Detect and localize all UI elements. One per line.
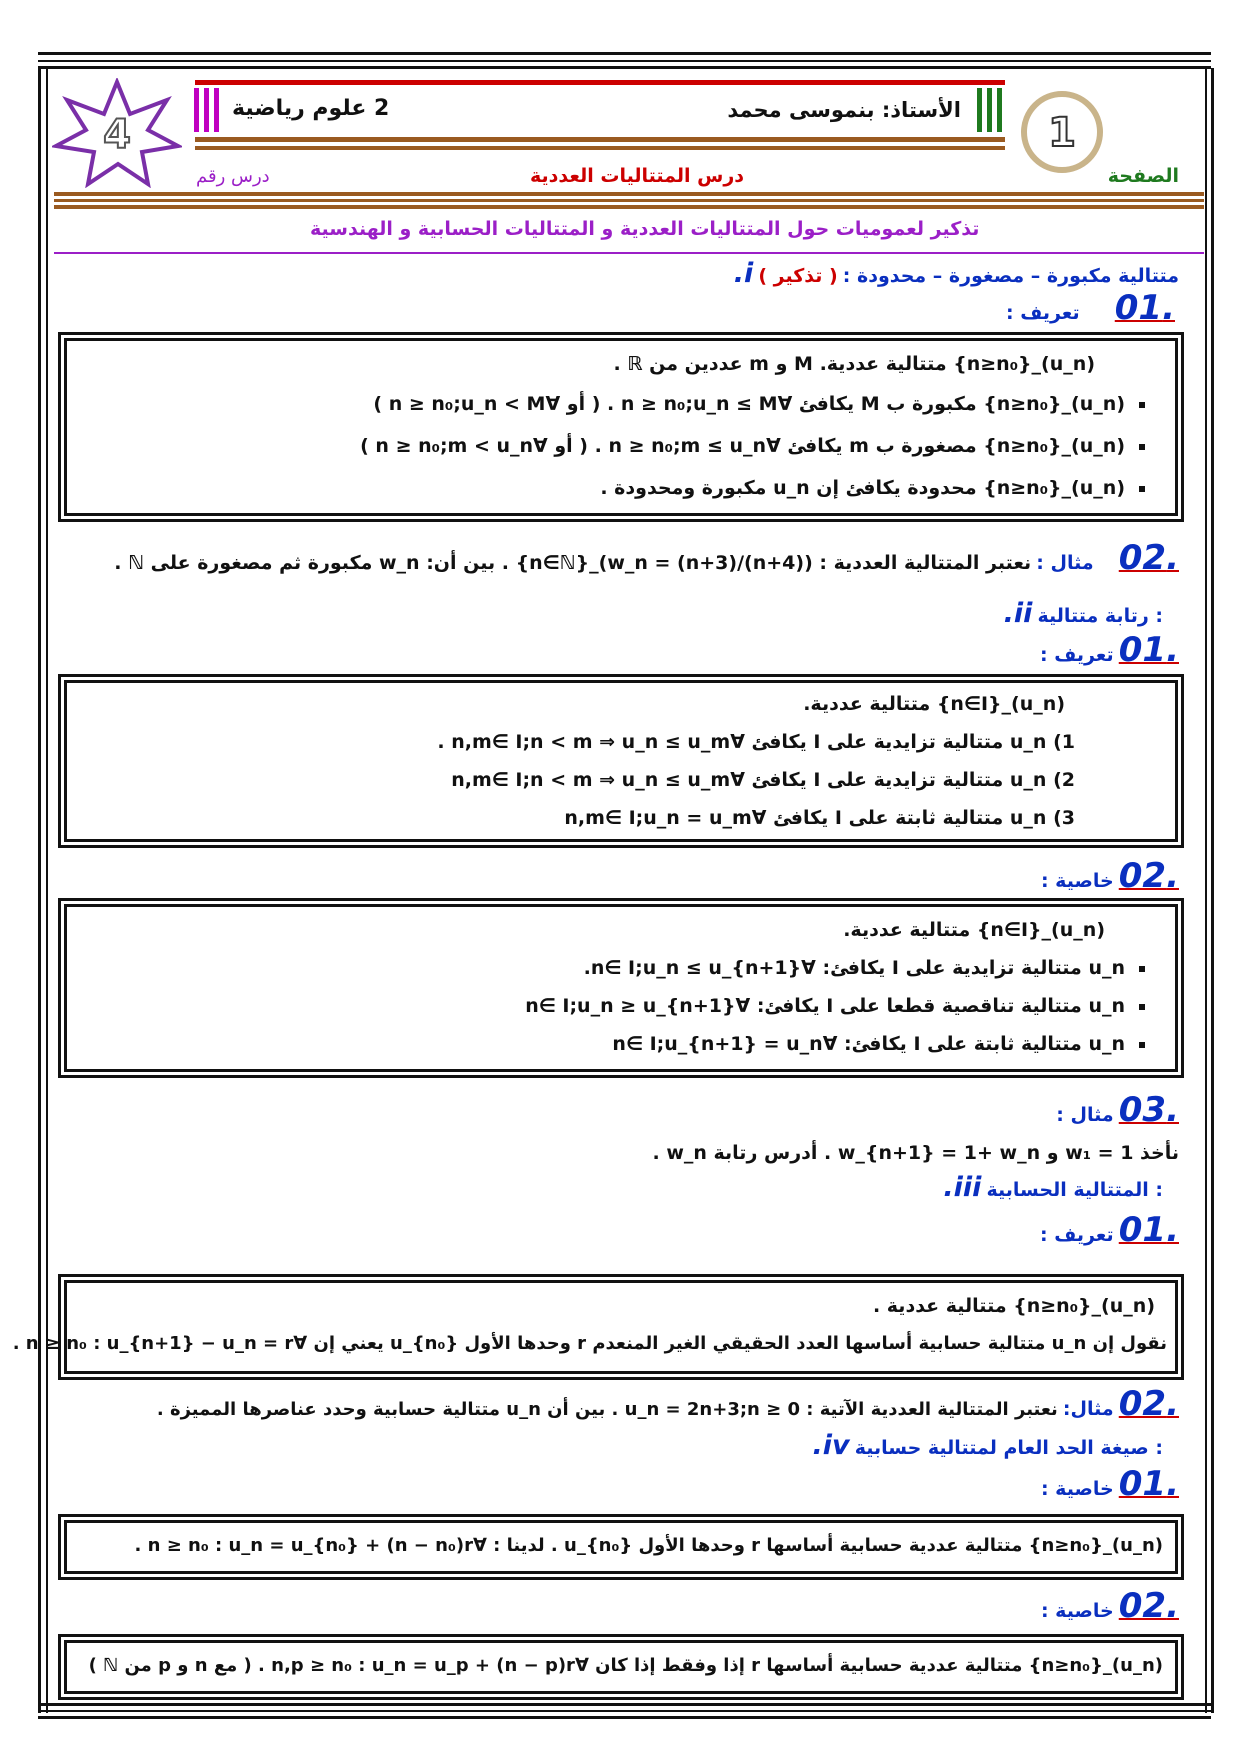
lesson-title: درس المتتاليات العددية [530, 165, 745, 187]
section-i-numeral: .i [733, 258, 754, 289]
section-label: خاصية : [1040, 1600, 1114, 1622]
section-label: خاصية : [1040, 870, 1114, 892]
box6-line-1: (u_n)_{n≥n₀} متتالية عددية حسابية أساسها r إذا وفقط إذا كان ∀n,p ≥ n₀ : u_n = u_p + (n − p)r . ( مع n و p من ℕ ) [88, 1655, 1163, 1676]
section-i-header [734, 258, 1179, 289]
section-iv-header [812, 1430, 1179, 1461]
section-label: خاصية : [1040, 1478, 1114, 1500]
svg-text:4: 4 [103, 112, 131, 158]
section-number: .02 [1118, 538, 1179, 578]
example-1-text: نعتبر المتتالية العددية : (w_n = (n+3)/(n+4))_{n∈ℕ} . بين أن: w_n مكبورة ثم مصغورة على ℕ . [114, 552, 1032, 574]
property-box-3 [64, 1640, 1178, 1694]
section-ii-definition-heading [1040, 630, 1179, 670]
box2-line-3: 2) u_n متتالية تزايدية على I يكافئ ∀n,m∈ I;n < m ⇒ u_n ≤ u_m [451, 769, 1075, 791]
section-iii-numeral: .iii [943, 1172, 982, 1203]
left-border-2 [46, 68, 48, 1713]
section-number: .02 [1118, 856, 1179, 896]
section-number: .01 [1114, 288, 1175, 328]
definition-box-2 [64, 680, 1178, 842]
property-box-2 [64, 1520, 1178, 1574]
header-brown-line-1 [195, 137, 1005, 142]
section-label: مثال : [1036, 552, 1094, 574]
box5-line-1: (u_n)_{n≥n₀} متتالية عددية حسابية أساسها r وحدها الأول u_{n₀} . لدينا : ∀n ≥ n₀ : u_n = u_{n₀} + (n − n₀)r . [134, 1535, 1163, 1556]
example-1-heading [114, 538, 1179, 578]
right-border-2 [1211, 68, 1214, 1713]
top-rule-2 [38, 60, 1211, 62]
section-ii-numeral: .ii [1003, 598, 1033, 629]
box3-line-1: (u_n)_{n∈I} متتالية عددية. [843, 919, 1105, 941]
section-label: تعريف : [1006, 302, 1080, 324]
lesson-label: درس رقم [196, 166, 270, 187]
section-i-note: ( تذكير ) [758, 265, 838, 287]
example-3-text: نعتبر المتتالية العددية الآتية : u_n = 2n+3;n ≥ 0 . بين أن u_n متتالية حسابية وحدد عناصرها المميزة . [156, 1399, 1058, 1420]
section-iv-title: صيغة الحد العام لمتتالية حسابية : [854, 1437, 1163, 1459]
section-number: .02 [1118, 1586, 1179, 1626]
green-stripes [977, 88, 1005, 132]
top-rule-3 [38, 66, 1211, 69]
purple-stripes [194, 88, 222, 132]
page-label: الصفحة [1107, 165, 1179, 187]
left-border [38, 68, 41, 1713]
document-subtitle: تذكير لعموميات حول المتتاليات العددية و المتتاليات الحسابية و الهندسية [310, 218, 980, 240]
example-2-text: نأخذ w₁ = 1 و w_{n+1} = 1+ w_n . أدرس رتابة w_n . [652, 1142, 1179, 1164]
header-separator [54, 192, 1204, 212]
example-2-heading [1056, 1090, 1179, 1130]
example-3-heading [157, 1384, 1179, 1424]
section-iii-definition-heading [1040, 1210, 1179, 1250]
section-label: تعريف : [1040, 1224, 1114, 1246]
box2-line-4: 3) u_n متتالية ثابتة على I يكافئ ∀n,m∈ I;u_n = u_m [564, 807, 1075, 829]
box2-line-2: 1) u_n متتالية تزايدية على I يكافئ ∀n,m∈ I;n < m ⇒ u_n ≤ u_m . [437, 731, 1075, 753]
definition-box-1 [64, 338, 1178, 516]
page-number-badge [1020, 90, 1104, 174]
box1-line-4: (u_n)_{n≥n₀} محدودة يكافئ إن u_n مكبورة ومحدودة . [600, 477, 1145, 499]
lesson-number-badge [52, 78, 182, 188]
section-i-title: متتالية مكبورة – مصغورة – محدودة : [842, 265, 1179, 287]
section-ii-header [1004, 598, 1179, 629]
box1-line-1: (u_n)_{n≥n₀} متتالية عددية. M و m عددين من ℝ . [613, 353, 1095, 375]
box2-line-1: (u_n)_{n∈I} متتالية عددية. [803, 693, 1065, 715]
header-red-line [195, 80, 1005, 85]
top-rule [38, 52, 1211, 55]
box3-line-3: u_n متتالية تناقصية قطعا على I يكافئ: ∀n∈ I;u_n ≥ u_{n+1} [525, 995, 1145, 1017]
definition-box-3 [12, 1280, 1178, 1374]
section-number: .03 [1118, 1090, 1179, 1130]
bottom-rule-2 [38, 1710, 1211, 1712]
teacher-name: الأستاذ: بنموسى محمد [727, 98, 961, 122]
section-number: .01 [1118, 1210, 1179, 1250]
header-brown-line-2 [195, 146, 1005, 150]
svg-text:1: 1 [1048, 110, 1076, 156]
box3-line-4: u_n متتالية ثابتة على I يكافئ: ∀n∈ I;u_{n+1} = u_n [612, 1033, 1145, 1055]
box1-line-3: (u_n)_{n≥n₀} مصغورة ب m يكافئ ∀n ≥ n₀;m ≤ u_n . ( أو ∀n ≥ n₀;m < u_n ) [360, 435, 1145, 457]
section-number: .01 [1118, 1464, 1179, 1504]
section-i-definition-heading [1006, 288, 1175, 328]
section-label: مثال: [1062, 1398, 1114, 1420]
section-number: .01 [1118, 630, 1179, 670]
bottom-rule-3 [38, 1716, 1211, 1719]
section-iii-header [943, 1172, 1179, 1203]
section-iv-property-1-heading [1041, 1464, 1179, 1504]
box4-line-2: نقول إن u_n متتالية حسابية أساسها العدد الحقيقي الغير المنعدم r وحدها الأول u_{n₀} يعني إن ∀n ≥ n₀ : u_{n+1} − u_n = r . [12, 1333, 1167, 1354]
section-iv-property-2-heading [1041, 1586, 1179, 1626]
level-label: 2 علوم رياضية [232, 96, 390, 121]
subtitle-underline [54, 252, 1204, 254]
box3-line-2: u_n متتالية تزايدية على I يكافئ: ∀n∈ I;u_n ≤ u_{n+1}. [584, 957, 1145, 979]
section-label: مثال : [1056, 1104, 1114, 1126]
bottom-rule [38, 1703, 1211, 1706]
section-iii-title: المتتالية الحسابية : [986, 1179, 1163, 1201]
right-border [1205, 68, 1207, 1713]
property-box-1 [64, 904, 1178, 1072]
section-ii-title: رتابة متتالية : [1037, 605, 1163, 627]
box1-line-2: (u_n)_{n≥n₀} مكبورة ب M يكافئ ∀n ≥ n₀;u_n ≤ M . ( أو ∀n ≥ n₀;u_n < M ) [373, 393, 1145, 415]
section-label: تعريف : [1040, 644, 1114, 666]
section-number: .02 [1118, 1384, 1179, 1424]
box4-line-1: (u_n)_{n≥n₀} متتالية عددية . [872, 1295, 1155, 1317]
section-ii-property-heading [1041, 856, 1179, 896]
section-iv-numeral: .iv [812, 1430, 850, 1461]
star-badge-icon [52, 78, 182, 188]
circle-badge-icon [1020, 90, 1104, 174]
